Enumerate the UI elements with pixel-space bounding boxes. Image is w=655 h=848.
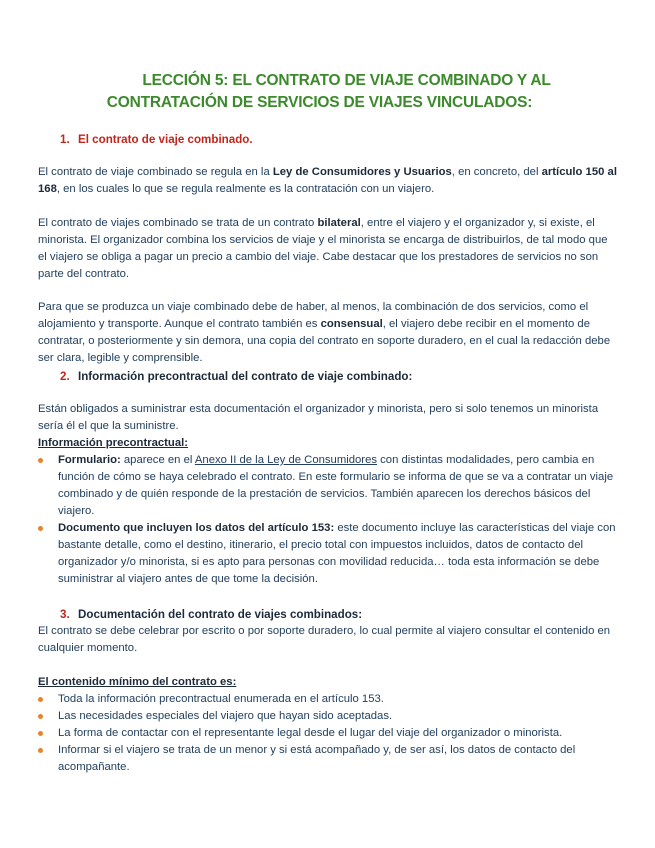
section-2-paragraph: Están obligados a suministrar esta documentación el organizador y minorista, pero si solo tenemos un minorista sería él el que la suministre. [38,403,599,432]
bold-run: artículo 150 al 168 [38,166,617,195]
anexo-link[interactable]: Anexo II de la Ley de Consumidores [194,454,378,466]
bullet-icon [38,458,43,463]
list-item-text: Toda la información precontractual enumerada en el artículo 153. [58,693,384,705]
text-run: con distintas modalidades, pero cambia en función de cómo se haya celebrado el contrato. En este formulario se informa de que se va a contratar un viaje combinado y de quién responde de la prestación de servicios. También aparecen los derechos básicos del viajero. [58,454,614,517]
precontractual-list [38,452,618,588]
bold-run: Documento que incluyen los datos del artículo 153: [58,522,335,534]
section-1-paragraph-1 [38,164,618,198]
section-1-paragraph-2 [38,215,618,283]
list-item-text: Las necesidades especiales del viajero que hayan sido aceptadas. [58,710,393,722]
text-run: , entre el viajero y el organizador y, si existe, el minorista. El organizador combina los servicios de viaje y el minorista se encarga de distribuirlos, de tal modo que el viajero se obliga a pagar un precio a cambio del viaje. Cabe destacar que los prestadores de servicios no son parte del contrato. [38,217,608,280]
text-run: este documento incluye las características del viaje con bastante detalle, como el destino, itinerario, el precio total con impuestos incluidos, datos de contacto del organizador y/o minorista, si es apto para personas con movilidad reducida… toda esta información se debe suministrar al viajero antes de que tome la decisión. [58,522,616,585]
text-run: , en los cuales lo que se regula realmente es la contratación con un viajero. [56,183,435,195]
list-item [38,452,618,520]
minimum-content-subheading: El contenido mínimo del contrato es: [38,676,237,688]
bullet-icon [38,526,43,531]
section-1-paragraph-3 [38,299,618,367]
text-run: , el viajero debe recibir en el momento de contratar, o posteriormente y sin demora, una copia del contrato en soporte duradero, en el cual la redacción debe ser clara, legible y comprensible. [38,318,611,364]
list-item-text: La forma de contactar con el representante legal desde el lugar del viaje del organizador o minorista. [58,727,563,739]
section-2-number: 2. [60,370,70,383]
list-item [38,691,618,708]
bold-run: Formulario: [58,454,121,466]
text-run: Para que se produzca un viaje combinado debe de haber, al menos, la combinación de dos servicios, como el alojamiento y transporte. Aunque el contrato también es [38,301,589,330]
section-2-heading [60,368,412,385]
lesson-title [0,70,655,114]
bullet-icon [38,714,43,719]
section-3-paragraph: El contrato se debe celebrar por escrito o por soporte duradero, lo cual permite al viajero consultar el contenido en cualquier momento. [38,625,611,654]
minimum-content-list [38,691,618,776]
bold-run: bilateral [317,217,361,229]
section-2-heading-text: Información precontractual del contrato de viaje combinado: [78,370,413,383]
section-3-heading [60,606,362,623]
lesson-title-line-2: CONTRATACIÓN DE SERVICIOS DE VIAJES VINCULADOS: [106,94,533,111]
section-1-heading-text: El contrato de viaje combinado. [78,133,253,146]
list-item [38,725,618,742]
text-run: El contrato de viajes combinado se trata de un contrato [38,217,318,229]
section-3-number: 3. [60,608,70,621]
section-1-number: 1. [60,133,70,146]
list-item [38,520,618,588]
bold-run: Ley de Consumidores y Usuarios [272,166,452,178]
bullet-icon [38,731,43,736]
section-1-heading [60,131,253,148]
text-run: aparece en el [120,454,195,466]
bullet-icon [38,697,43,702]
bullet-icon [38,748,43,753]
list-item-text: Informar si el viajero se trata de un menor y si está acompañado y, de ser así, los datos de contacto del acompañante. [58,744,576,773]
lesson-title-line-1: LECCIÓN 5: EL CONTRATO DE VIAJE COMBINADO Y AL [142,72,551,89]
text-run: , en concreto, del [451,166,542,178]
precontractual-subheading: Información precontractual: [38,437,189,449]
bold-run: consensual [320,318,383,330]
list-item [38,708,618,725]
text-run: El contrato de viaje combinado se regula en la [38,166,273,178]
list-item [38,742,618,776]
section-3-heading-text: Documentación del contrato de viajes combinados: [78,608,363,621]
